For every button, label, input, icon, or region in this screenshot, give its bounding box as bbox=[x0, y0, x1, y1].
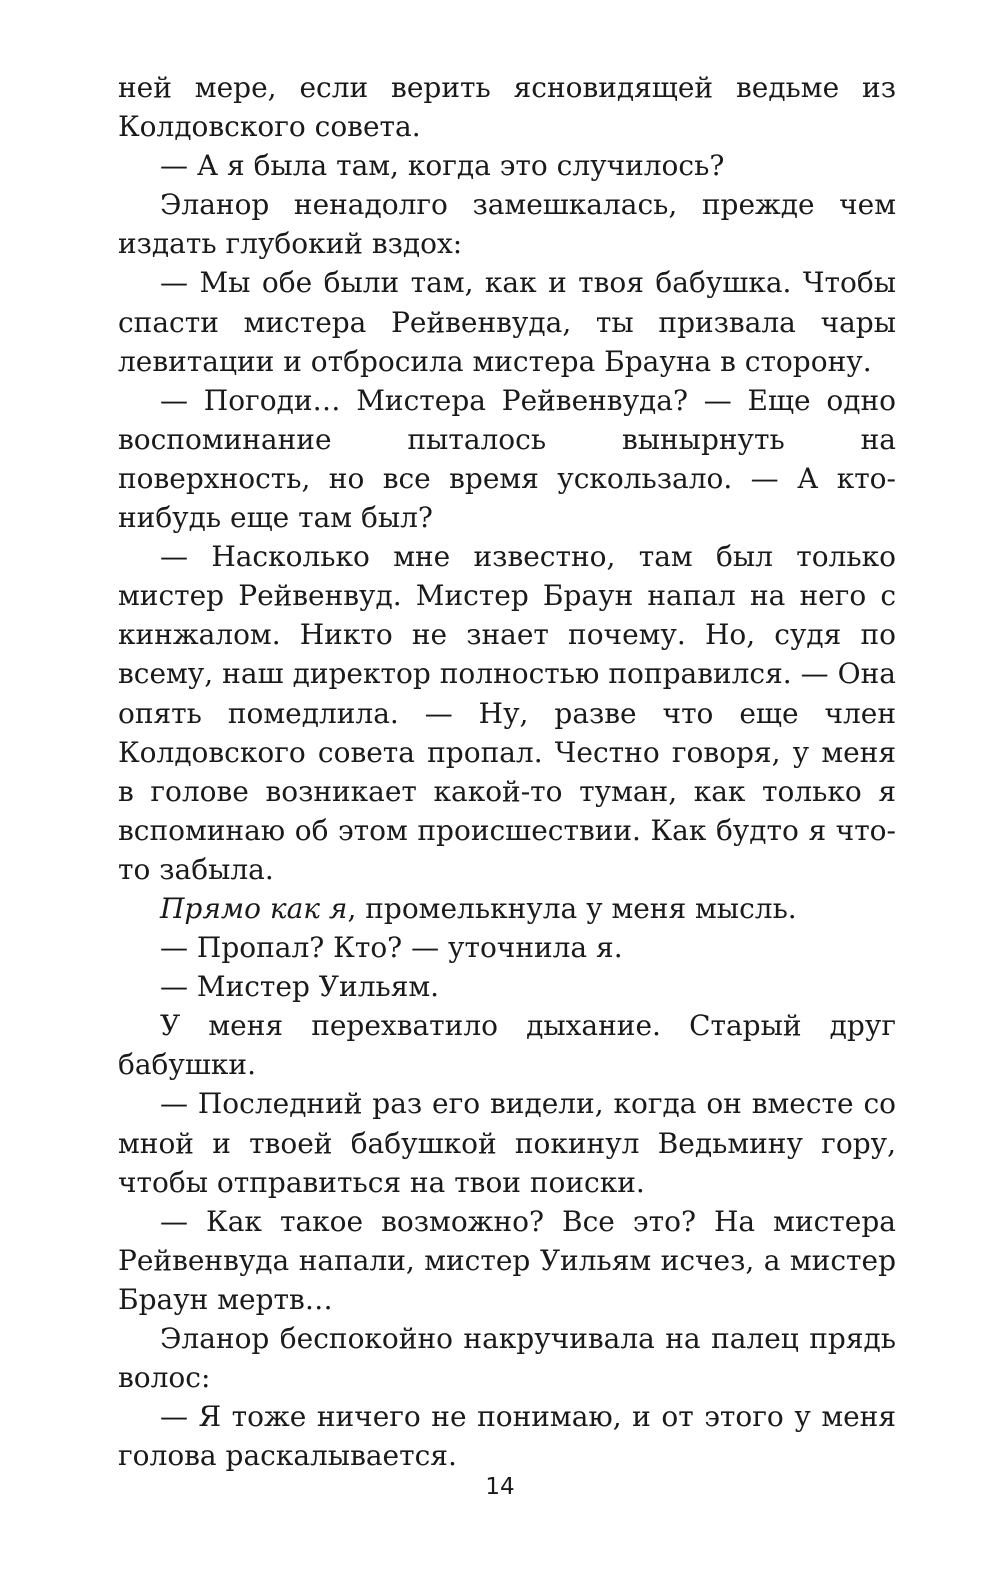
paragraph-9: — Мистер Уильям. bbox=[160, 970, 440, 1004]
paragraph-5: — Погоди… Мистера Рейвенвуда? — Еще одно воспоминание пыталось вынырнуть на поверхность, но все время ускользало. — А кто-нибудь еще там был? bbox=[118, 383, 896, 535]
paragraph-2: — А я была там, когда это случилось? bbox=[160, 149, 725, 183]
paragraph-14: — Я тоже ничего не понимаю, и от этого у меня голова раскалывается. bbox=[118, 1400, 896, 1473]
paragraph-1: ней мере, если верить ясновидящей ведьме из Колдовского совета. bbox=[118, 71, 896, 144]
paragraph-4: — Мы обе были там, как и твоя бабушка. Чтобы спасти мистера Рейвенвуда, ты призвала чары левитации и отбросила мистера Брауна в сторону. bbox=[118, 266, 896, 378]
page-number: 14 bbox=[485, 1474, 515, 1500]
paragraph-8: — Пропал? Кто? — уточнила я. bbox=[160, 931, 623, 965]
paragraph-3: Эланор ненадолго замешкалась, прежде чем издать глубокий вздох: bbox=[118, 188, 896, 261]
paragraph-6: — Насколько мне известно, там был только мистер Рейвенвуд. Мистер Браун напал на него с кинжалом. Никто не знает почему. Но, судя по всему, наш директор полностью поправился. — Она опять помедлила. — Ну, разве что еще член Колдовского совета пропал. Честно говоря, у меня в голове возникает какой-то туман, как только я вспоминаю об этом происшествии. Как будто я что-то забыла. bbox=[118, 540, 896, 886]
paragraph-13: Эланор беспокойно накручивала на палец прядь волос: bbox=[118, 1322, 896, 1395]
italic-thought: Прямо как я bbox=[160, 891, 348, 925]
paragraph-11: — Последний раз его видели, когда он вместе со мной и твоей бабушкой покинул Ведьмину гору, чтобы отправиться на твои поиски. bbox=[118, 1087, 896, 1199]
page-body bbox=[118, 68, 896, 1475]
paragraph-7 bbox=[118, 889, 896, 928]
paragraph-12: — Как такое возможно? Все это? На мистера Рейвенвуда напали, мистер Уильям исчез, а мистер Браун мертв… bbox=[118, 1204, 896, 1316]
paragraph-10: У меня перехватило дыхание. Старый друг бабушки. bbox=[118, 1009, 896, 1082]
thought-continuation: , промелькнула у меня мысль. bbox=[347, 891, 797, 925]
